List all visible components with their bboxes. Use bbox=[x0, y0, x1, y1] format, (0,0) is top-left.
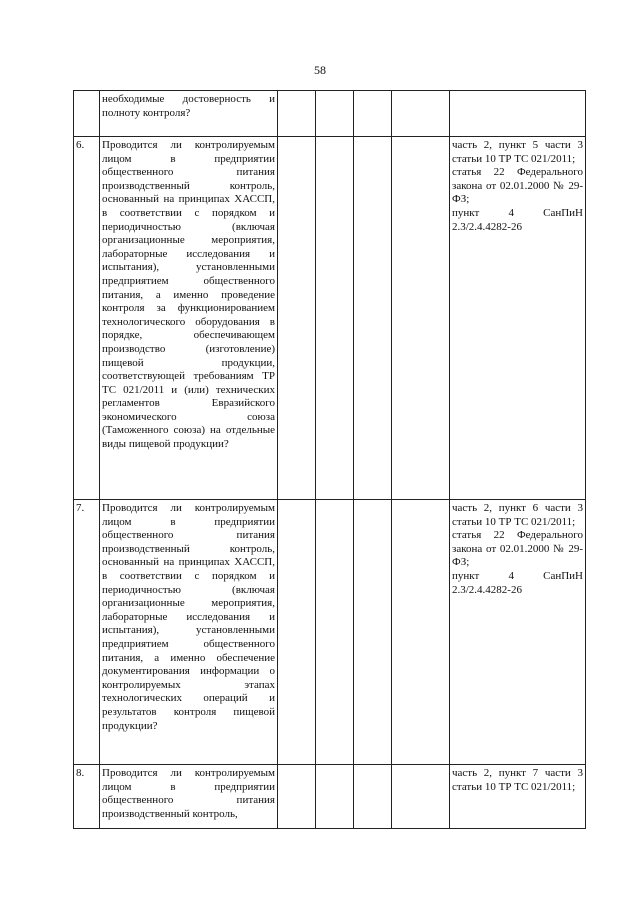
reference-line: статья 22 Федерального закона от 02.01.2000 № 29-ФЗ; bbox=[452, 529, 583, 569]
answer-cell bbox=[392, 500, 450, 765]
answer-cell bbox=[316, 91, 354, 137]
reference-line: часть 2, пункт 5 части 3 статьи 10 ТР ТС 021/2011; bbox=[452, 139, 583, 165]
question-cell: необходимые достоверность и полноту контроля? bbox=[100, 91, 278, 137]
answer-cell bbox=[316, 765, 354, 829]
row-number: 6. bbox=[74, 137, 100, 500]
reference-line: часть 2, пункт 7 части 3 статьи 10 ТР ТС 021/2011; bbox=[452, 767, 583, 793]
question-cell: Проводится ли контролируемым лицом в предприятии общественного питания производственный контроль, основанный на принципах ХАССП, в соответствии с порядком и периодичностью (включая организационные мероприятия, лабораторные исследования и испытания), установленными предприятием общественного питания, а именно обеспечение документирования информации о контролируемых этапах технологических операций и результатов контроля пищевой продукции? bbox=[100, 500, 278, 765]
answer-cell bbox=[354, 500, 392, 765]
row-number bbox=[74, 91, 100, 137]
answer-cell bbox=[354, 91, 392, 137]
row-number: 7. bbox=[74, 500, 100, 765]
reference-line: статья 22 Федерального закона от 02.01.2000 № 29-ФЗ; bbox=[452, 166, 583, 206]
answer-cell bbox=[316, 500, 354, 765]
reference-cell bbox=[450, 765, 586, 829]
reference-cell bbox=[450, 137, 586, 500]
answer-cell bbox=[354, 137, 392, 500]
reference-cell bbox=[450, 91, 586, 137]
answer-cell bbox=[278, 91, 316, 137]
reference-line: часть 2, пункт 6 части 3 статьи 10 ТР ТС 021/2011; bbox=[452, 502, 583, 528]
table-row bbox=[74, 137, 586, 500]
page-number: 58 bbox=[314, 63, 326, 77]
table-row bbox=[74, 500, 586, 765]
table-row bbox=[74, 91, 586, 137]
answer-cell bbox=[392, 765, 450, 829]
answer-cell bbox=[278, 765, 316, 829]
reference-line: пункт 4 СанПиН 2.3/2.4.4282-26 bbox=[452, 569, 583, 596]
answer-cell bbox=[316, 137, 354, 500]
answer-cell bbox=[278, 500, 316, 765]
answer-cell bbox=[354, 765, 392, 829]
table-row bbox=[74, 765, 586, 829]
row-number: 8. bbox=[74, 765, 100, 829]
checklist-table bbox=[73, 90, 586, 829]
answer-cell bbox=[278, 137, 316, 500]
question-cell: Проводится ли контролируемым лицом в предприятии общественного питания производственный контроль, bbox=[100, 765, 278, 829]
answer-cell bbox=[392, 137, 450, 500]
question-cell: Проводится ли контролируемым лицом в предприятии общественного питания производственный контроль, основанный на принципах ХАССП, в соответствии с порядком и периодичностью (включая организационные мероприятия, лабораторные исследования и испытания), установленными предприятием общественного питания, а именно проведение контроля за функционированием технологического оборудования в порядке, обеспечивающем производство (изготовление) пищевой продукции, соответствующей требованиям ТР ТС 021/2011 и (или) технических регламентов Евразийского экономического союза (Таможенного союза) на отдельные виды пищевой продукции? bbox=[100, 137, 278, 500]
answer-cell bbox=[392, 91, 450, 137]
reference-line: пункт 4 СанПиН 2.3/2.4.4282-26 bbox=[452, 206, 583, 233]
reference-cell bbox=[450, 500, 586, 765]
